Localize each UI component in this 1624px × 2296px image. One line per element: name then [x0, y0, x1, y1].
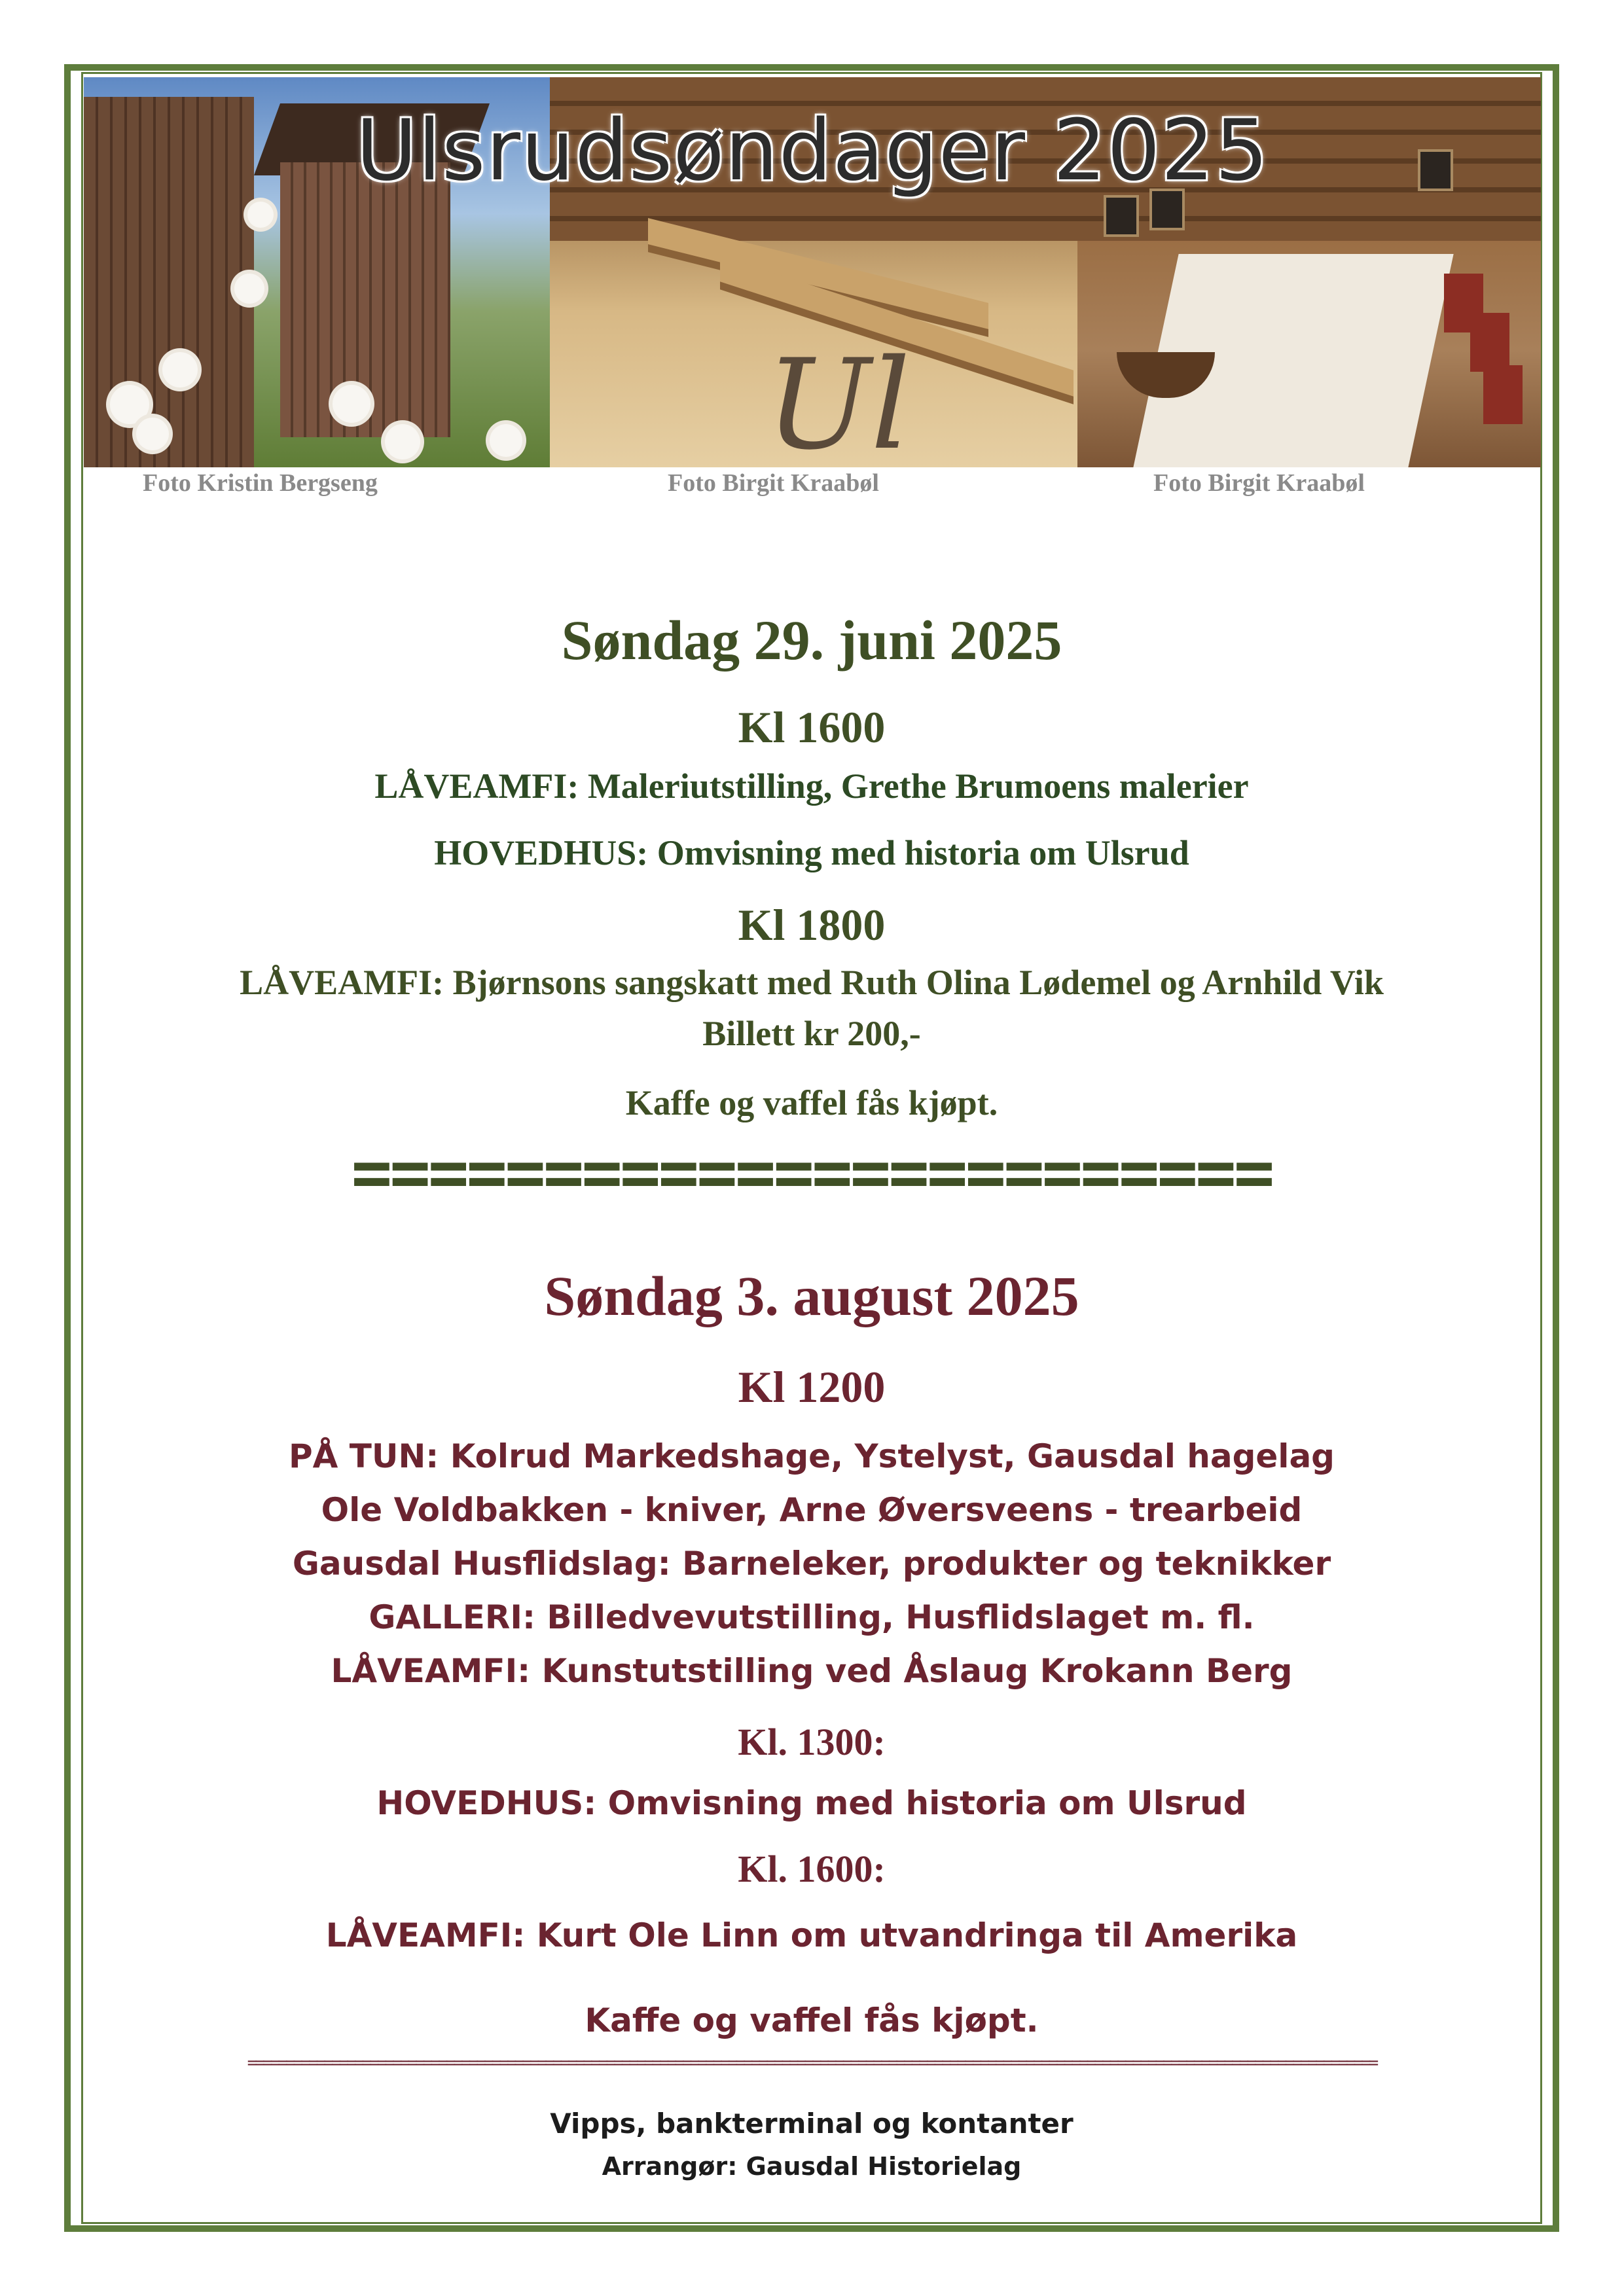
event2-time-1600: Kl. 1600:: [738, 1848, 886, 1890]
event1-line-sangskatt: LÅVEAMFI: Bjørnsons sangskatt med Ruth Olina Lødemel og Arnhild Vik: [240, 963, 1384, 1002]
event1-time-1800: Kl 1800: [738, 900, 886, 950]
event2-line-kaffe: Kaffe og vaffel fås kjøpt.: [585, 2001, 1039, 2039]
event2-line-utvandringa: LÅVEAMFI: Kurt Ole Linn om utvandringa til Amerika: [325, 1916, 1298, 1954]
event2-line-galleri: GALLERI: Billedvevutstilling, Husflidslaget m. fl.: [369, 1598, 1255, 1636]
event1-time-1600: Kl 1600: [738, 702, 886, 752]
event1-line-maleriutstilling: LÅVEAMFI: Maleriutstilling, Grethe Brumoens malerier: [374, 766, 1249, 806]
event1-line-hovedhus: HOVEDHUS: Omvisning med historia om Ulsrud: [434, 833, 1189, 872]
event2-line-kunstutstilling: LÅVEAMFI: Kunstutstilling ved Åslaug Krokann Berg: [331, 1652, 1293, 1690]
event1-line-billett: Billett kr 200,-: [702, 1014, 921, 1053]
event2-time-1300: Kl. 1300:: [738, 1721, 886, 1763]
event2-time-1200: Kl 1200: [738, 1362, 886, 1412]
banner-title: Ulsrudsøndager 2025: [355, 102, 1269, 200]
footer-divider: ====================================================================================================================================================: [247, 2055, 1377, 2071]
event2-line-voldbakken: Ole Voldbakken - kniver, Arne Øversveens - trearbeid: [321, 1491, 1303, 1529]
event2-line-hovedhus: HOVEDHUS: Omvisning med historia om Ulsrud: [376, 1784, 1247, 1822]
photo-credit-2: Foto Birgit Kraabøl: [668, 469, 879, 497]
event2-heading: Søndag 3. august 2025: [544, 1265, 1079, 1327]
footer-payment: Vipps, bankterminal og kontanter: [550, 2108, 1074, 2140]
photo-credit-1: Foto Kristin Bergseng: [143, 469, 378, 497]
photo-credit-3: Foto Birgit Kraabøl: [1153, 469, 1365, 497]
photo-banner: [84, 77, 1541, 467]
event1-heading: Søndag 29. juni 2025: [561, 609, 1062, 672]
event1-line-kaffe: Kaffe og vaffel fås kjøpt.: [625, 1083, 998, 1122]
event2-line-husflidslag: Gausdal Husflidslag: Barneleker, produkter og teknikker: [292, 1545, 1331, 1583]
event2-line-pa-tun: PÅ TUN: Kolrud Markedshage, Ystelyst, Gausdal hagelag: [289, 1437, 1335, 1475]
section-divider: ========================: [351, 1132, 1272, 1212]
ul-logo: Ul: [766, 332, 911, 467]
footer-organizer: Arrangør: Gausdal Historielag: [602, 2152, 1022, 2181]
